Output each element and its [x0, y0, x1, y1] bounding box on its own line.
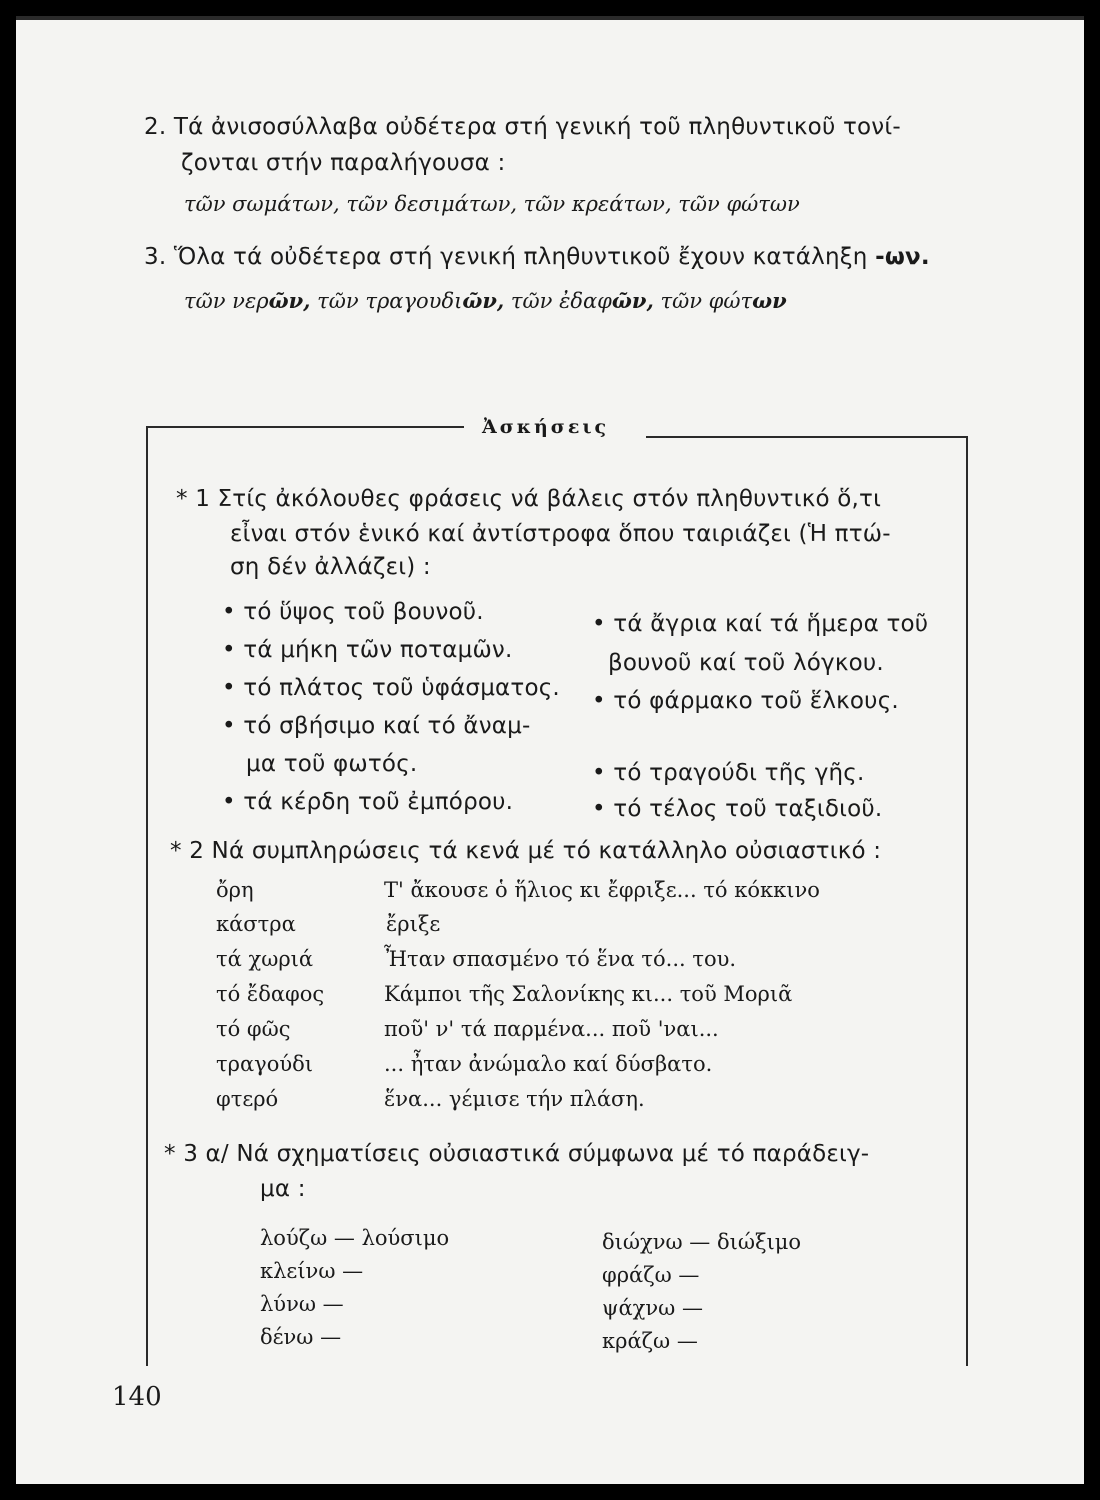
word-pair: ψάχνω — — [602, 1296, 703, 1320]
list-item: βουνοῦ καί τοῦ λόγκου. — [608, 650, 884, 676]
word-pair: λούζω — λούσιμο — [260, 1226, 450, 1250]
word-pair: δένω — — [260, 1325, 342, 1349]
poem-line: Τ' ἄκουσε ὁ ἥλιος κι ἔφριξε... τό κόκκινο — [384, 878, 820, 902]
list-item: • τό φάρμακο τοῦ ἕλκους. — [592, 688, 899, 714]
example-ending: ῶν, — [268, 288, 311, 313]
rule-3-examples — [184, 288, 787, 313]
word-pair: φράζω — — [602, 1263, 700, 1287]
frame-top-right — [646, 436, 966, 438]
list-item: • τό τέλος τοῦ ταξιδιοῦ. — [592, 796, 883, 822]
exercises-title: Ἀσκήσεις — [482, 416, 610, 438]
word-option: κάστρα — [216, 912, 296, 936]
poem-line: Κάμποι τῆς Σαλονίκης κι... τοῦ Μοριᾶ — [384, 982, 793, 1006]
word-option: τά χωριά — [216, 947, 314, 971]
word-option: τραγούδι — [216, 1052, 313, 1076]
list-item: • τά μήκη τῶν ποταμῶν. — [222, 637, 513, 663]
poem-line: ... ἦταν ἀνώμαλο καί δύσβατο. — [384, 1052, 713, 1076]
example-word: τῶν φώτ — [660, 289, 753, 313]
list-item: • τό σβήσιμο καί τό ἄναμ- — [222, 713, 531, 739]
ex1-line-3: ση δέν ἀλλάζει) : — [230, 554, 431, 580]
rule-3-ending: -ων. — [875, 244, 930, 270]
word-option: τό ἔδαφος — [216, 982, 325, 1006]
ex2-title: * 2 Νά συμπληρώσεις τά κενά μέ τό κατάλληλο οὐσιαστικό : — [170, 838, 882, 864]
example-word: τῶν τραγουδι — [317, 289, 463, 313]
frame-right — [966, 436, 968, 1366]
example-ending: ῶν, — [462, 288, 505, 313]
rule-2-line-2: ζονται στήν παραλήγουσα : — [181, 150, 506, 176]
example-word: τῶν ἐδαφ — [510, 289, 612, 313]
rule-3-text — [144, 244, 930, 270]
word-option: ὄρη — [216, 878, 254, 902]
poem-line: ἕνα... γέμισε τήν πλάση. — [384, 1087, 645, 1111]
book-page — [16, 16, 1084, 1484]
word-option: τό φῶς — [216, 1017, 291, 1041]
poem-line: ἔριξε — [386, 912, 441, 936]
word-pair: κλείνω — — [260, 1259, 364, 1283]
list-item: • τό ὕψος τοῦ βουνοῦ. — [222, 599, 484, 625]
ex1-line-2: εἶναι στόν ἑνικό καί ἀντίστροφα ὅπου ταιριάζει (Ἡ πτώ- — [230, 521, 891, 547]
list-item: • τό τραγούδι τῆς γῆς. — [592, 760, 865, 786]
rule-2-example: τῶν σωμάτων, τῶν δεσιμάτων, τῶν κρεάτων, τῶν φώτων — [184, 192, 800, 216]
rule-3-main: 3. Ὅλα τά οὐδέτερα στή γενική πληθυντικοῦ ἔχουν κατάληξη — [144, 244, 868, 270]
poem-line: ποῦ' ν' τά παρμένα... ποῦ 'ναι... — [384, 1017, 719, 1041]
word-pair: λύνω — — [260, 1292, 344, 1316]
list-item: • τά κέρδη τοῦ ἐμπόρου. — [222, 789, 514, 815]
page-number: 140 — [112, 1382, 162, 1412]
word-option: φτερό — [216, 1087, 279, 1111]
poem-line: Ἦταν σπασμένο τό ἕνα τό... του. — [384, 947, 737, 971]
word-pair: διώχνω — διώξιμο — [602, 1230, 802, 1254]
example-word: τῶν νερ — [184, 289, 269, 313]
example-ending: ῶν, — [611, 288, 654, 313]
example-ending: ων — [752, 288, 787, 313]
list-item: • τά ἄγρια καί τά ἥμερα τοῦ — [592, 611, 929, 637]
list-item: • τό πλάτος τοῦ ὑφάσματος. — [222, 675, 560, 701]
word-pair: κράζω — — [602, 1329, 698, 1353]
list-item: μα τοῦ φωτός. — [246, 751, 418, 777]
frame-left — [146, 426, 148, 1366]
ex1-line-1: * 1 Στίς ἀκόλουθες φράσεις νά βάλεις στόν πληθυντικό ὅ,τι — [176, 486, 882, 512]
frame-top-left — [146, 426, 464, 428]
ex3-line-2: μα : — [260, 1176, 306, 1202]
ex3-line-1: * 3 α/ Νά σχηματίσεις οὐσιαστικά σύμφωνα μέ τό παράδειγ- — [164, 1141, 870, 1167]
top-rule — [16, 16, 1084, 20]
rule-2-line-1: 2. Τά ἀνισοσύλλαβα οὐδέτερα στή γενική τοῦ πληθυντικοῦ τονί- — [144, 114, 901, 140]
